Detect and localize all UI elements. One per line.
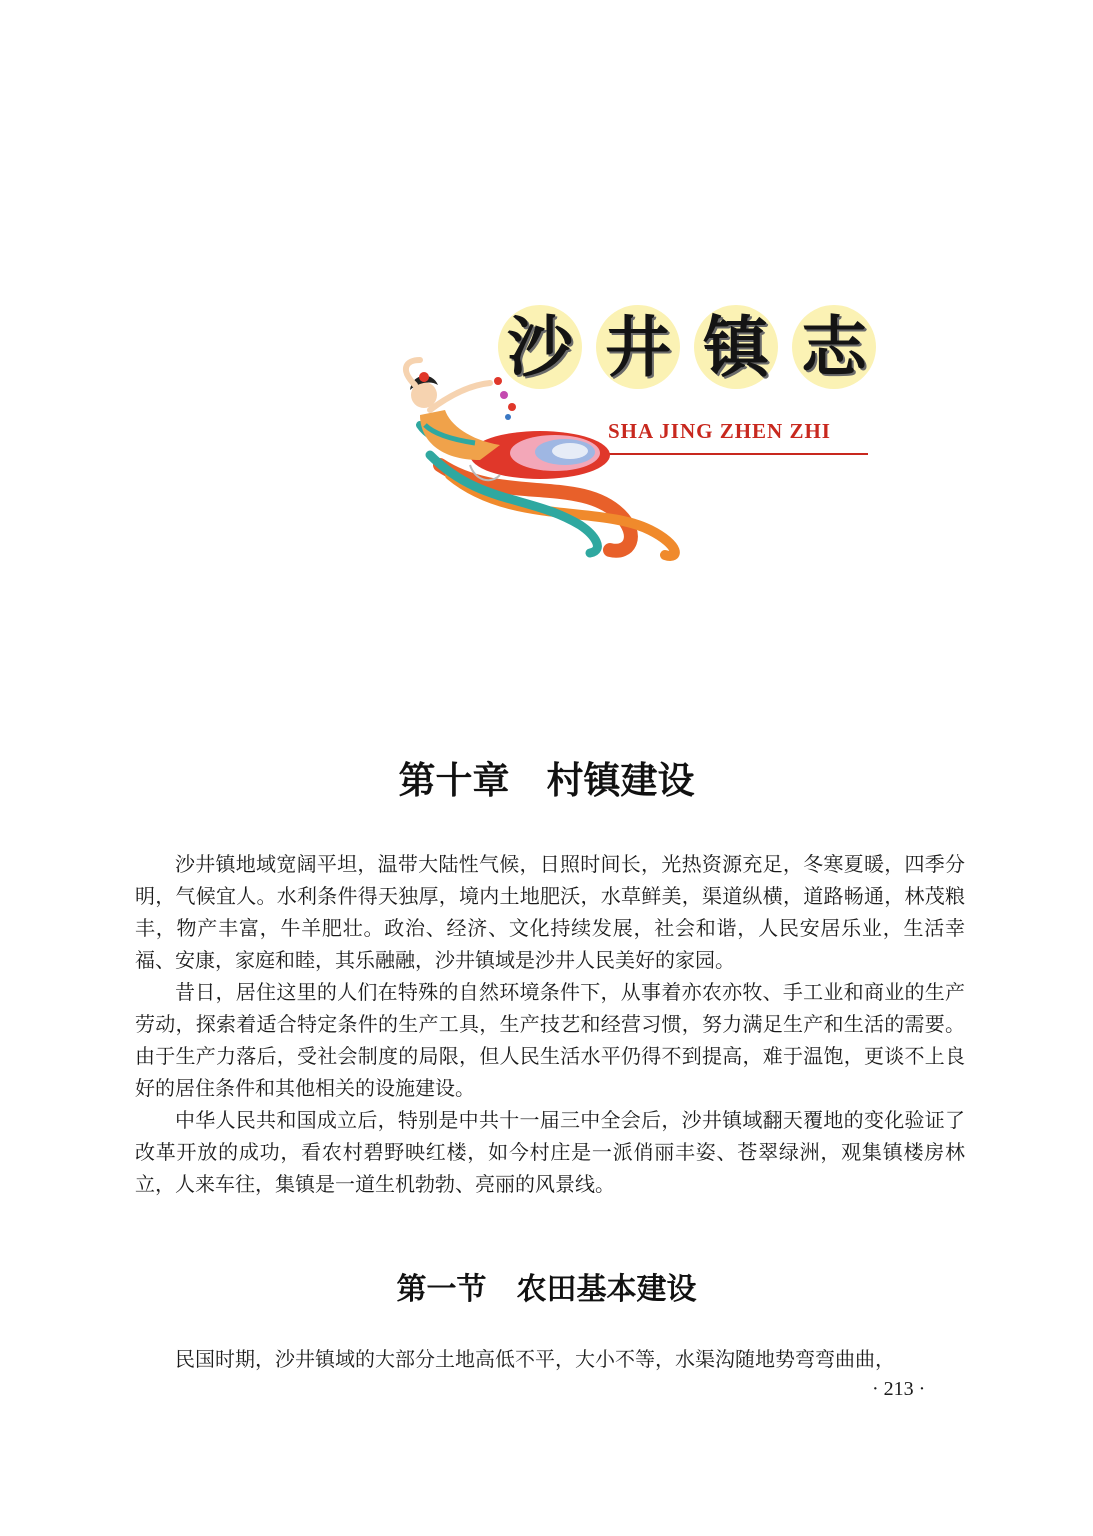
section-paragraph-1: 民国时期，沙井镇域的大部分土地高低不平，大小不等，水渠沟随地势弯弯曲曲， [175, 1347, 895, 1371]
paragraph-1: 沙井镇地域宽阔平坦，温带大陆性气候，日照时间长，光热资源充足，冬寒夏暖，四季分明，气候宜人。水利条件得天独厚，境内土地肥沃，水草鲜美，渠道纵横，道路畅通，林茂粮丰，物产丰富，牛羊肥壮。政治、经济、文化持续发展，社会和谐，人民安居乐业，生活幸福、安康，家庭和睦，其乐融融，沙井镇域是沙井人民美好的家园。 [135, 852, 965, 972]
emblem-char-zhen: 镇 [703, 308, 769, 386]
section-title: 第一节 农田基本建设 [396, 1272, 697, 1307]
paragraph-3: 中华人民共和国成立后，特别是中共十一届三中全会后，沙井镇域翻天覆地的变化验证了改革开放的成功，看农村碧野映红楼，如今村庄是一派俏丽丰姿、苍翠绿洲，观集镇楼房林立，人来车往，集镇是一道生机勃勃、亮丽的风景线。 [135, 1108, 965, 1196]
chapter-intro [135, 848, 965, 1200]
flying-apsara-illustration [380, 355, 700, 565]
emblem-latin-title: SHA JING ZHEN ZHI [608, 419, 831, 443]
section-body [135, 1343, 965, 1375]
chapter-title: 第十章 村镇建设 [398, 759, 695, 802]
emblem-char-zhi: 志 [801, 308, 867, 386]
emblem-char-sha: 沙 [507, 308, 573, 386]
page-number: · 213 · [872, 1378, 926, 1400]
paragraph-2: 昔日，居住这里的人们在特殊的自然环境条件下，从事着亦农亦牧、手工业和商业的生产劳动，探索着适合特定条件的生产工具，生产技艺和经营习惯，努力满足生产和生活的需要。由于生产力落后，受社会制度的局限，但人民生活水平仍得不到提高，难于温饱，更谈不上良好的居住条件和其他相关的设施建设。 [135, 980, 965, 1100]
emblem-char-jing: 井 [605, 308, 671, 386]
book-emblem [380, 295, 880, 565]
